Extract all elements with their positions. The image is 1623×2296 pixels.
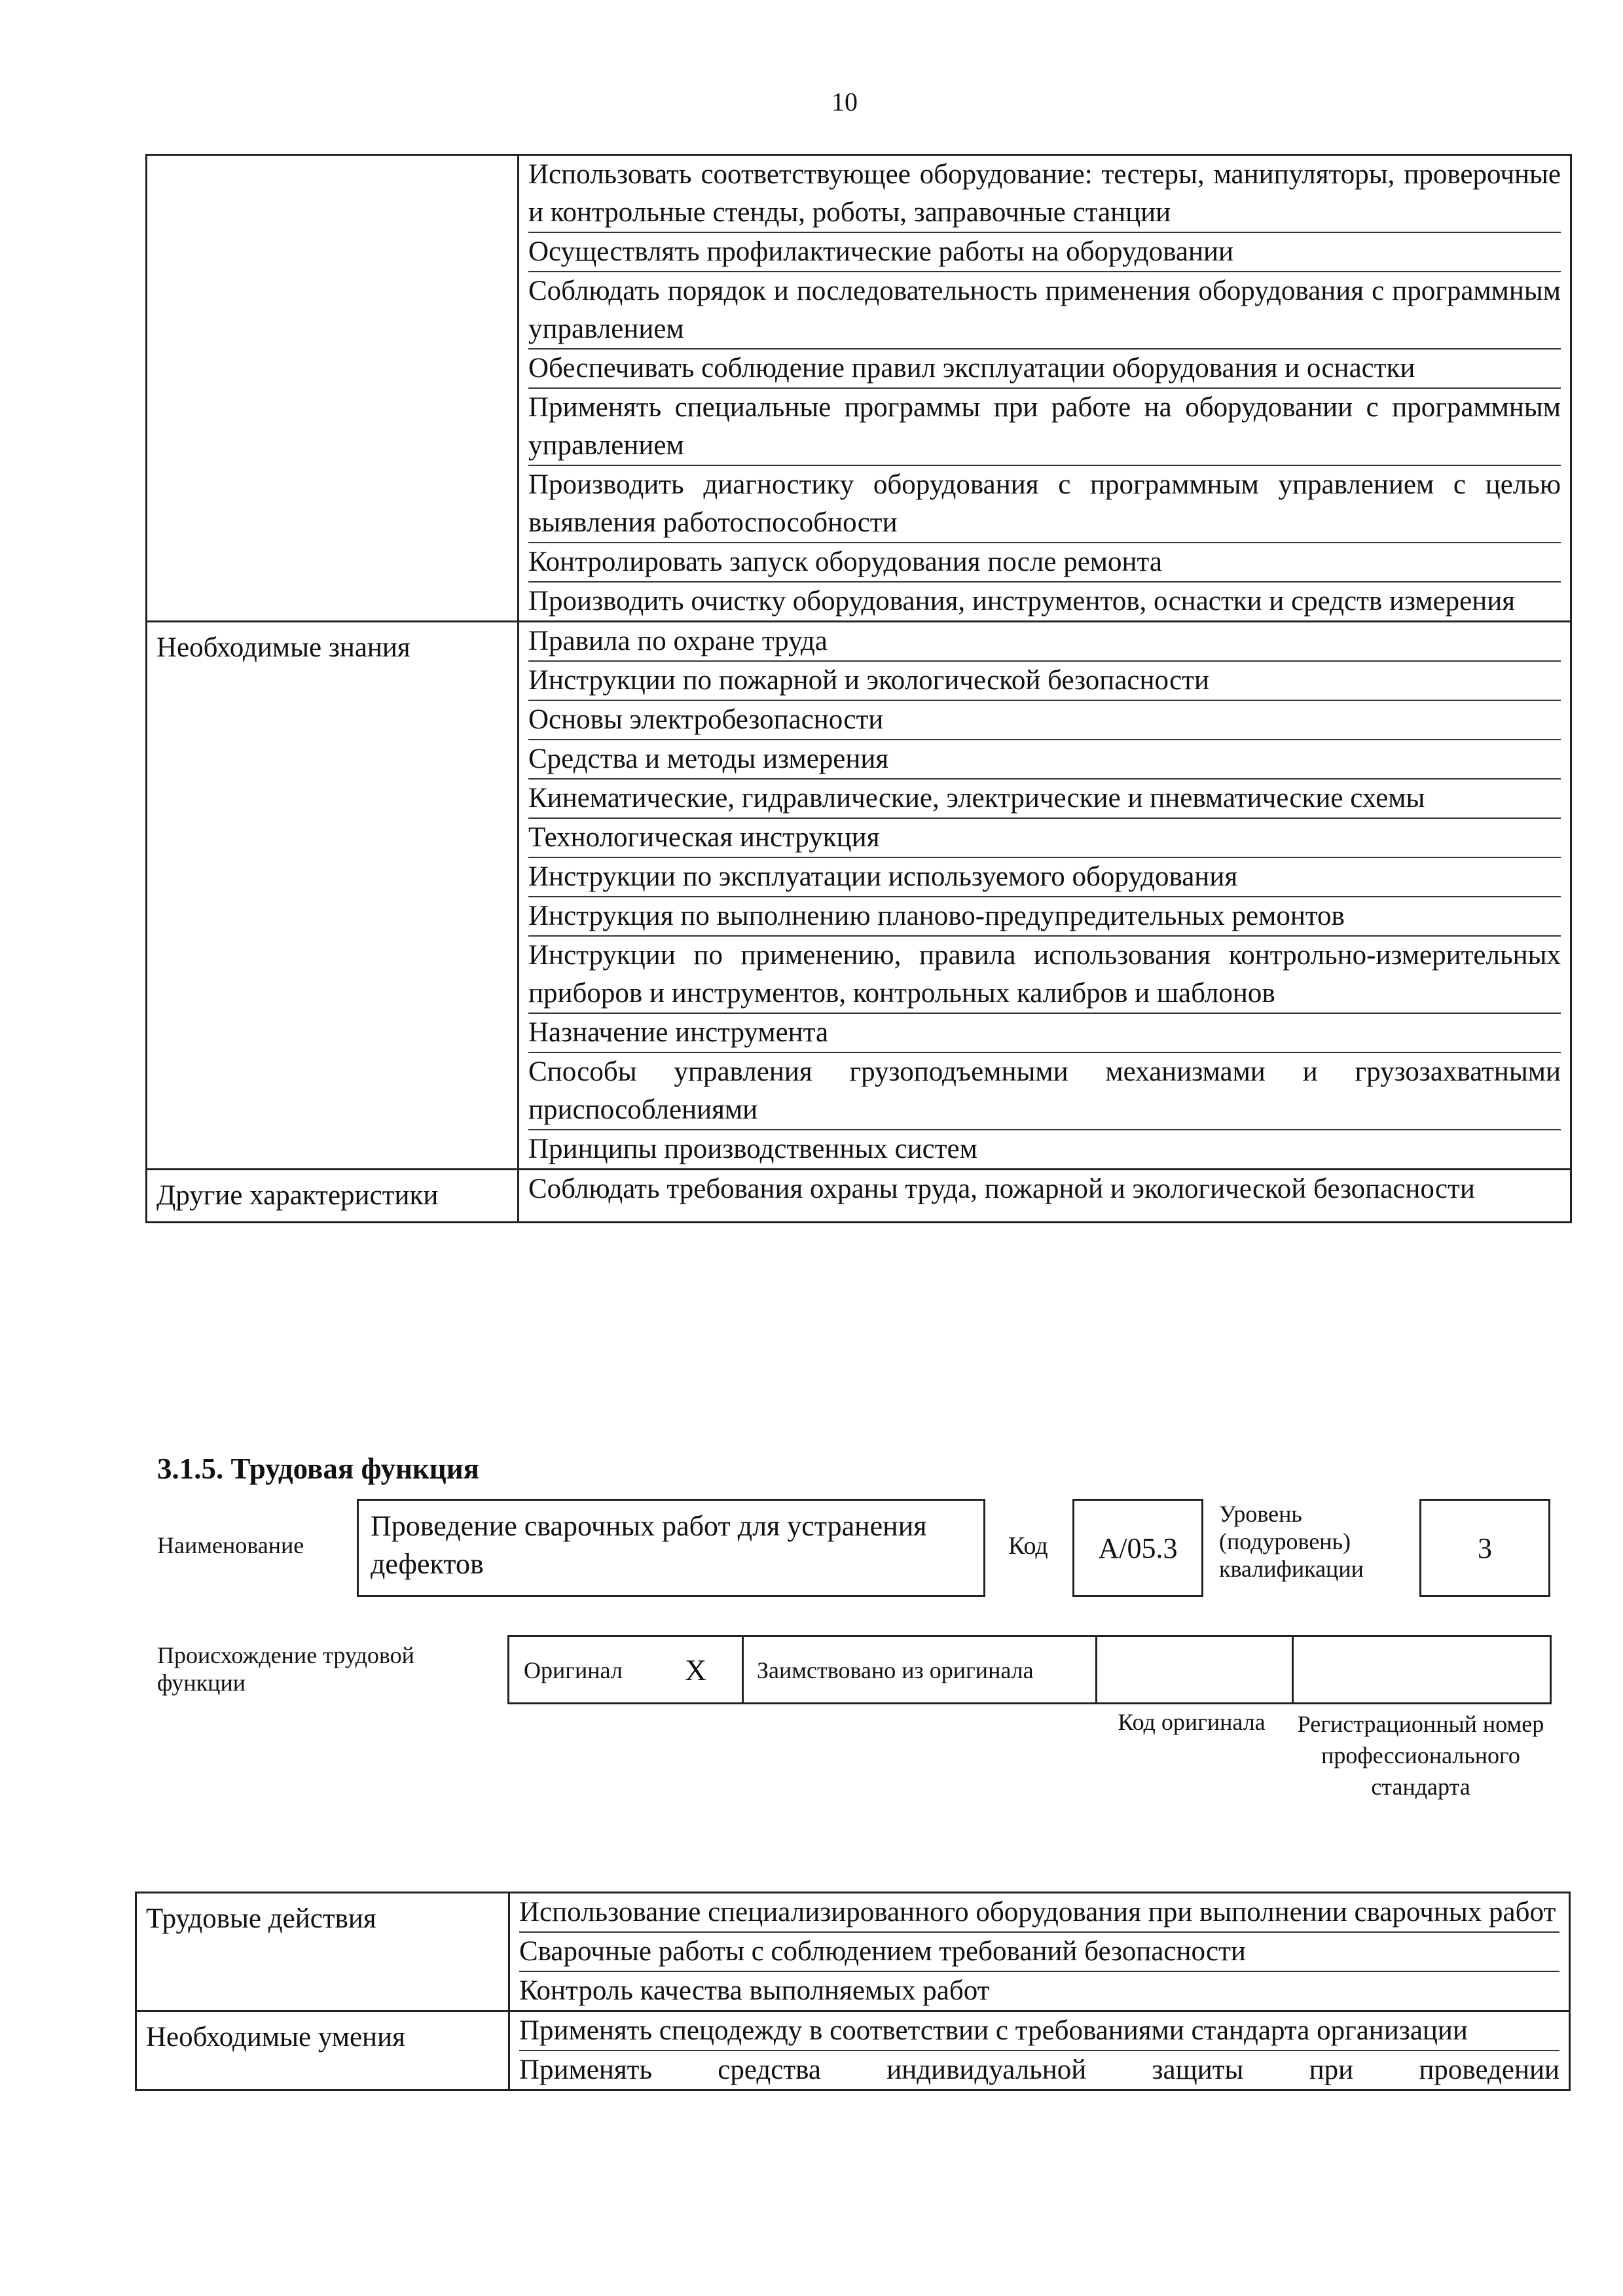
origin-table: [507, 1635, 1552, 1704]
row-items: [510, 2012, 1569, 2089]
list-item: Способы управления грузоподъемными механизмами и грузозахватными приспособлениями: [528, 1053, 1561, 1130]
list-item: Инструкции по применению, правила использования контрольно-измерительных приборов и инструментов, контрольных калибров и шаблонов: [528, 937, 1561, 1014]
table-row: [136, 1893, 1570, 2011]
divider: [1095, 1637, 1097, 1702]
list-item: Технологическая инструкция: [528, 819, 1561, 858]
list-item: Использовать соответствующее оборудование: тестеры, манипуляторы, проверочные и контрольные стенды, роботы, заправочные станции: [528, 156, 1561, 233]
list-item: Применять средства индивидуальной защиты при проведении: [519, 2054, 1559, 2085]
reg-number-caption: Регистрационный номер профессионального стандарта: [1297, 1711, 1544, 1800]
list-item: Средства и методы измерения: [528, 740, 1561, 780]
list-item: Контролировать запуск оборудования после ремонта: [528, 543, 1561, 583]
list-item: Применять специальные программы при работе на оборудовании с программным управлением: [528, 389, 1561, 466]
competency-table-continued: [145, 154, 1572, 1223]
origin-label: Происхождение трудовой функции: [157, 1642, 414, 1696]
list-item: Соблюдать порядок и последовательность применения оборудования с программным управлением: [528, 272, 1561, 350]
level-box: [1419, 1499, 1550, 1597]
table-row: [147, 155, 1571, 622]
borrowed-label: Заимствовано из оригинала: [757, 1657, 1034, 1683]
row-items: [519, 156, 1570, 620]
list-item: Обеспечивать соблюдение правил эксплуатации оборудования и оснастки: [528, 350, 1561, 389]
labor-actions-table: [135, 1892, 1571, 2091]
row-items: [519, 622, 1570, 1168]
code-value: A/05.3: [1098, 1532, 1178, 1564]
function-name: Проведение сварочных работ для устранения дефектов: [371, 1510, 927, 1580]
list-item: Инструкции по эксплуатации используемого оборудования: [528, 858, 1561, 897]
row-label: Необходимые знания: [147, 622, 519, 1170]
list-item: Инструкции по пожарной и экологической безопасности: [528, 662, 1561, 701]
row-items: [510, 1893, 1569, 2010]
divider: [742, 1637, 744, 1702]
row-label: Необходимые умения: [136, 2011, 509, 2090]
level-value: 3: [1478, 1532, 1492, 1564]
original-label: Оригинал: [524, 1657, 623, 1683]
divider: [1292, 1637, 1294, 1702]
level-label: Уровень (подуровень) квалификации: [1219, 1501, 1364, 1582]
function-name-box: [357, 1499, 985, 1597]
list-item: Использование специализированного оборудования при выполнении сварочных работ: [519, 1893, 1559, 1933]
list-item: Применять спецодежду в соответствии с требованиями стандарта организации: [519, 2012, 1559, 2051]
code-original-caption: Код оригинала: [1118, 1709, 1266, 1735]
name-label: Наименование: [157, 1532, 304, 1558]
table-row: [147, 1170, 1571, 1223]
list-item: Основы электробезопасности: [528, 701, 1561, 740]
original-mark: X: [685, 1653, 707, 1687]
list-item: Кинематические, гидравлические, электрические и пневматические схемы: [528, 780, 1561, 819]
row-label: [147, 155, 519, 622]
list-item: Инструкция по выполнению планово-предупредительных ремонтов: [528, 897, 1561, 937]
list-item: Производить очистку оборудования, инструментов, оснастки и средств измерения: [528, 586, 1516, 617]
list-item: Назначение инструмента: [528, 1014, 1561, 1053]
section-title: 3.1.5. Трудовая функция: [157, 1452, 480, 1485]
code-label: Код: [1008, 1532, 1048, 1560]
table-row: [136, 2011, 1570, 2090]
list-item: Соблюдать требования охраны труда, пожарной и экологической безопасности: [528, 1174, 1475, 1204]
row-label: Трудовые действия: [136, 1893, 509, 2011]
list-item: Контроль качества выполняемых работ: [519, 1975, 990, 2006]
code-box: [1072, 1499, 1203, 1597]
row-items: [519, 1170, 1570, 1208]
list-item: Принципы производственных систем: [528, 1134, 977, 1164]
row-label: Другие характеристики: [147, 1170, 519, 1223]
list-item: Производить диагностику оборудования с программным управлением с целью выявления работоспособности: [528, 466, 1561, 543]
page-number: 10: [831, 87, 858, 117]
list-item: Сварочные работы с соблюдением требований безопасности: [519, 1933, 1559, 1972]
list-item: Осуществлять профилактические работы на оборудовании: [528, 233, 1561, 272]
list-item: Правила по охране труда: [528, 622, 1561, 662]
table-row: [147, 622, 1571, 1170]
